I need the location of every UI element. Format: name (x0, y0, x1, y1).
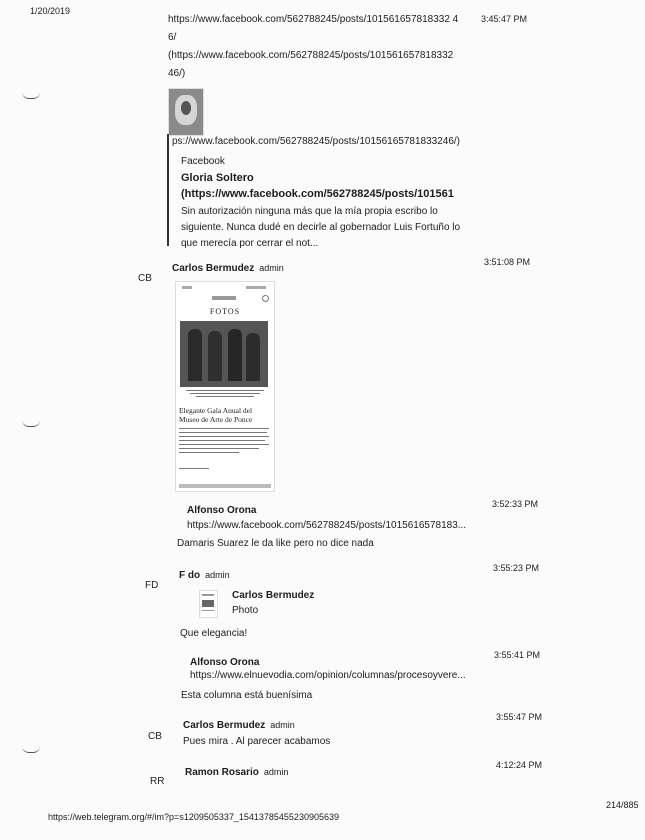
preview-title[interactable]: Gloria Soltero (181, 172, 254, 184)
message-time: 3:45:47 PM (481, 14, 528, 24)
photo-attachment[interactable] (175, 281, 275, 492)
message-author[interactable] (179, 570, 230, 581)
link-text[interactable]: https://www.elnuevodia.com/opinion/columnas/procesoyvere... (190, 670, 466, 681)
preview-description: Sin autorización ninguna más que la mía propia escribo lo (181, 206, 438, 217)
message-time: 3:55:23 PM (493, 563, 540, 573)
author-role: admin (259, 263, 284, 273)
link-text[interactable]: https://www.facebook.com/562788245/posts/1015616578183... (187, 520, 467, 531)
scan-mark (22, 420, 40, 427)
footer-url: https://web.telegram.org/#/im?p=s1209505337_15413785455230905639 (48, 812, 339, 822)
scan-mark (22, 746, 40, 753)
scan-mark (22, 92, 40, 99)
link-text[interactable]: 46/) (168, 68, 186, 79)
message-author[interactable] (185, 767, 288, 778)
preview-description: que merecía por cerrar el not... (181, 238, 319, 249)
reply-author[interactable]: Carlos Bermudez (232, 590, 315, 601)
reply-text: Photo (232, 605, 259, 616)
link-thumbnail-image[interactable] (168, 88, 204, 136)
author-name[interactable]: Carlos Bermudez (183, 720, 266, 731)
message-text: Esta columna está buenísima (181, 690, 313, 701)
message-text: Damaris Suarez le da like pero no dice nada (177, 538, 374, 549)
avatar-initials[interactable]: RR (150, 776, 165, 787)
preview-url[interactable]: ps://www.facebook.com/562788245/posts/10156165781833246/) (172, 136, 460, 147)
message-time: 3:55:47 PM (496, 712, 543, 722)
message-time: 3:55:41 PM (494, 650, 541, 660)
author-role: admin (270, 720, 295, 730)
preview-border (167, 134, 169, 246)
gala-photo (180, 321, 268, 387)
photo-section-label: FOTOS (209, 307, 241, 316)
author-name[interactable]: Carlos Bermudez (172, 263, 255, 274)
reply-thumbnail-image[interactable] (199, 590, 218, 618)
link-text[interactable]: https://www.facebook.com/562788245/posts/101561657818332 4 (168, 14, 459, 25)
print-date: 1/20/2019 (30, 6, 71, 16)
avatar-initials[interactable]: CB (148, 731, 162, 742)
link-text[interactable]: 6/ (168, 32, 177, 43)
search-icon (262, 295, 269, 302)
message-author[interactable] (183, 720, 295, 731)
message-time: 4:12:24 PM (496, 760, 543, 770)
article-headline: Elegante Gala Anual del (179, 406, 253, 415)
link-text[interactable]: (https://www.facebook.com/562788245/posts/101561657818332 (168, 50, 454, 61)
message-author[interactable] (172, 263, 284, 274)
avatar-initials[interactable]: CB (138, 273, 152, 284)
author-name[interactable]: F do (179, 570, 201, 581)
article-headline: Museo de Arte de Ponce (179, 415, 253, 424)
message-author[interactable]: Alfonso Orona (187, 505, 257, 516)
message-text: Que elegancia! (180, 628, 248, 639)
avatar-initials[interactable]: FD (145, 580, 159, 591)
author-role: admin (263, 767, 289, 777)
author-role: admin (205, 570, 230, 580)
message-time: 3:52:33 PM (492, 499, 539, 509)
message-time: 3:51:08 PM (484, 257, 531, 267)
author-name[interactable]: Ramon Rosario (185, 767, 259, 778)
message-text: Pues mira . Al parecer acabamos (183, 736, 331, 747)
message-author[interactable]: Alfonso Orona (190, 657, 260, 668)
preview-title-link[interactable]: (https://www.facebook.com/562788245/posts/101561 (181, 188, 454, 200)
page-number: 214/885 (606, 800, 639, 810)
preview-description: siguiente. Nunca dudé en decirle al gobernador Luis Fortuño lo (181, 222, 461, 233)
preview-site: Facebook (181, 156, 225, 167)
